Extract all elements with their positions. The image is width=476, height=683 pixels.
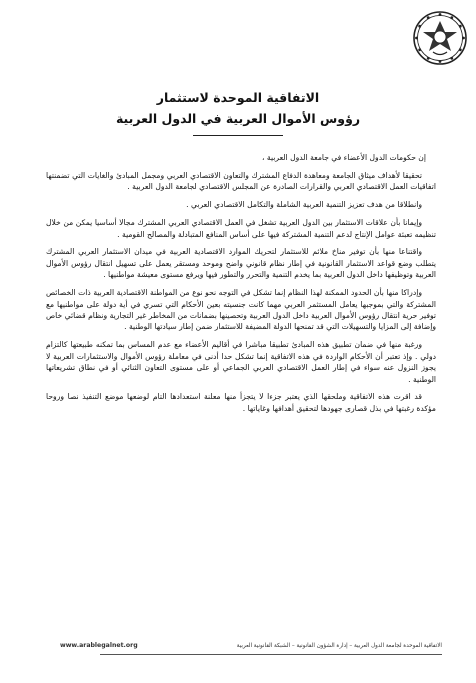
title-line-2: رؤوس الأموال العربية في الدول العربية <box>115 111 361 126</box>
footer-divider <box>100 654 442 655</box>
paragraph-preamble: إن حكومات الدول الأعضاء في جامعة الدول العربية ، <box>262 153 426 162</box>
paragraph: وإدراكا منها بأن الحدود الممكنة لهذا النظام إنما تشكل في التوجه نحو نوع من المواطنة الاقتصادية العربية ذات الخصائص المشتركة والتي بموجبها يعامل المستثمر العربي مهما كانت جنسيته بعين الأحكام التي تسري في أية دولة على مواطنيها مع توفير حرية انتقال رؤوس الأموال العربية داخل الدول العربية وتحصينها بضمانات من المخاطر غير التجارية ونظام قضائي خاص وإضافة إلى المزايا والتسهيلات التي قد تمنحها الدولة المضيفة للاستثمار ضمن إطار سيادتها الوطنية . <box>46 288 436 332</box>
arab-league-emblem <box>412 10 468 66</box>
document-title <box>80 90 396 136</box>
title-divider <box>193 135 283 136</box>
paragraph: وانطلاقا من هدف تعزيز التنمية العربية الشاملة والتكامل الاقتصادي العربي . <box>186 200 422 210</box>
paragraph: قد اقرت هذه الاتفاقية وملحقها الذي يعتبر جزءا لا يتجزأ منها معلنة استعدادها التام لوضعها موضع التنفيذ نصا وروحا مؤكدة رغبتها في بذل قصارى جهودها لتحقيق أهدافها وغاياتها . <box>46 392 436 413</box>
paragraph: وإيمانا بأن علاقات الاستثمار بين الدول العربية تشغل في العمل الاقتصادي العربي المشترك مجالا أساسيا يمكن من خلال تنظيمه تعبئة عوامل الإنتاج لدعم التنمية المشتركة فيها على أساس المنافع المتبادلة والمصالح القومية . <box>46 218 436 239</box>
paragraph: واقتناعا منها بأن توفير مناخ ملائم للاستثمار لتحريك الموارد الاقتصادية العربية في ميدان الاستثمار العربي المشترك يتطلب وضع قواعد الاستثمار القانونية في إطار نظام قانوني واضح وموحد ومستقر يعمل على تسهيل انتقال رؤوس الأموال العربية وتوظيفها داخل الدول العربية بما يخدم التنمية والتحرر والتطور فيها ويرفع مستوى معيشة مواطنيها . <box>46 247 436 280</box>
footer-url: www.arablegalnet.org <box>60 642 138 649</box>
paragraph: تحقيقا لأهداف ميثاق الجامعة ومعاهدة الدفاع المشترك والتعاون الاقتصادي العربي ومجمل المبادئ والغايات التي تضمنتها اتفاقيات العمل الاقتصادي العربي والقرارات الصادرة عن المجلس الاقتصادي لجامعة الدول العربية . <box>46 170 436 192</box>
footer-source: الاتفاقية الموحدة لجامعة الدول العربية – إدارة الشؤون القانونية – الشبكة القانونية العربية <box>236 643 442 649</box>
document-body <box>46 152 436 421</box>
title-line-1: الاتفاقية الموحدة لاستثمار <box>156 90 320 105</box>
paragraph: ورغبة منها في ضمان تطبيق هذه المبادئ تطبيقا مباشرا في أقاليم الأعضاء مع عدم المساس بما تمكنه طبيعتها كالتزام دولي . وإذ تعتبر أن الأحكام الواردة في هذه الاتفاقية إنما تشكل حدا أدنى في معاملة رؤوس الأموال والاستثمارات العربية لا يجوز النزول عنه سواء في إطار العمل الاقتصادي العربي الجماعي أو على مستوى التعاون الثنائي أو في نطاق تشريعاتها الوطنية . <box>46 340 436 384</box>
page-footer <box>60 642 442 649</box>
